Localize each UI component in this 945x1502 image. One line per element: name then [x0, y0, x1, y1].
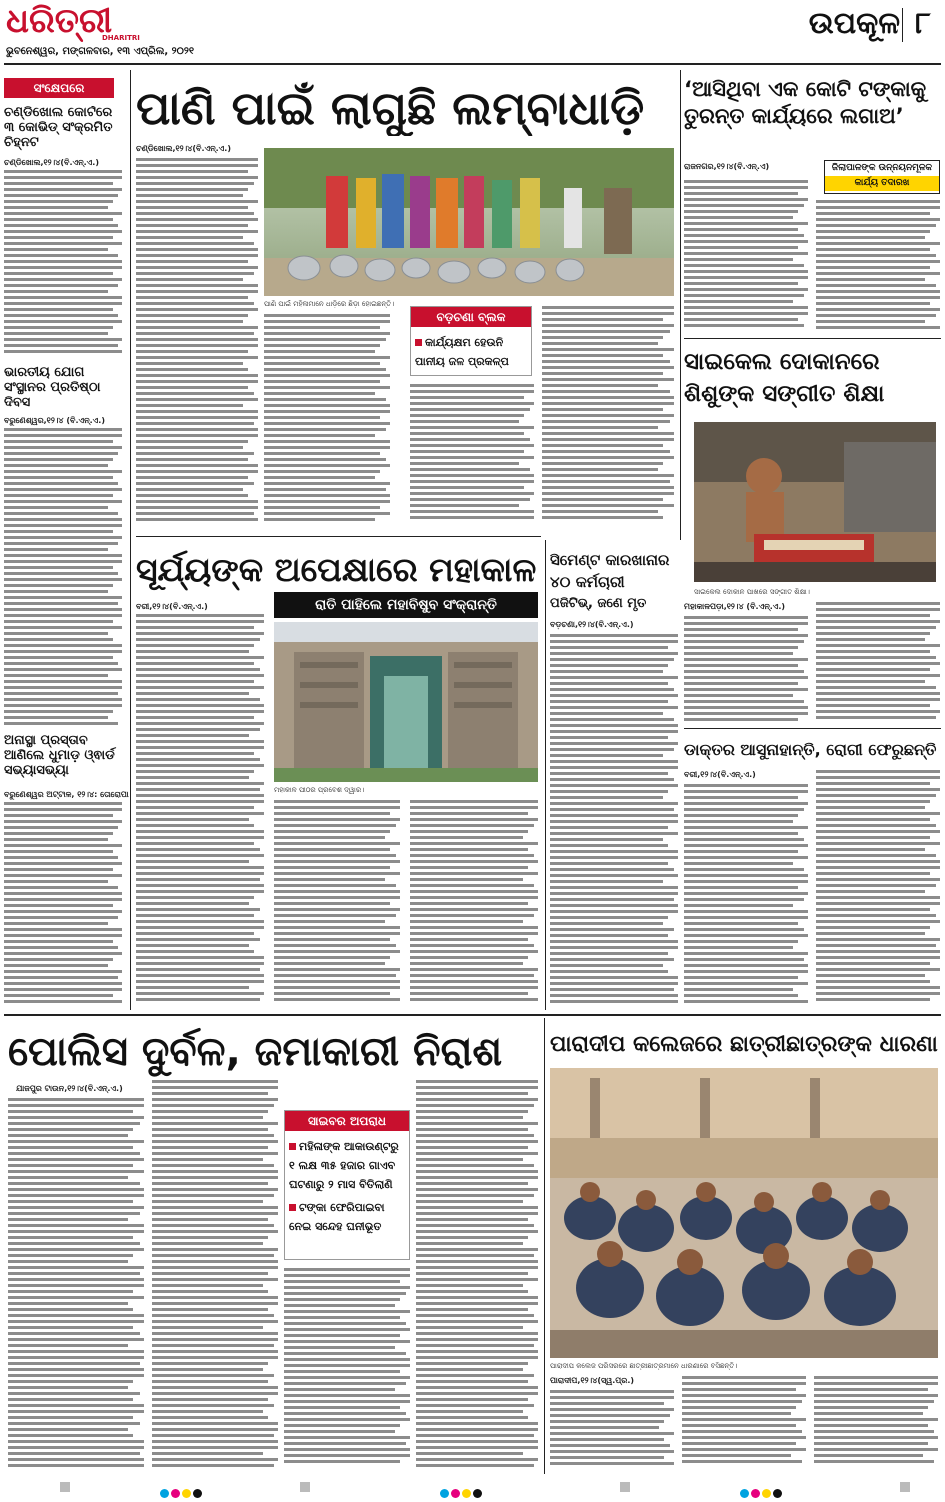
- doctor-text-col-2: [816, 770, 940, 1006]
- rule-bottom-section: [4, 1014, 941, 1016]
- mahakal-text-col-3: [410, 800, 538, 1006]
- lead-sidebox: [410, 306, 532, 376]
- grey-tint-bar: [900, 1482, 910, 1492]
- cycle-shop-story: [684, 340, 942, 728]
- collector-headline: ‘ଆସିଥିବା ଏକ କୋଟି ଟଙ୍କାକୁ ତୁରନ୍ତ କାର୍ଯ୍ୟରେ ଲଗାଅ’: [684, 77, 927, 128]
- grey-tint-bar: [300, 1482, 310, 1492]
- police-text-col-4: [416, 1080, 538, 1470]
- page-number: ୮: [915, 6, 931, 41]
- lead-sidebox-title: ବଡ଼ଚଣା ବ୍ଲକ: [411, 307, 531, 327]
- column-rule-mid: [545, 540, 546, 1010]
- grey-tint-bar: [620, 1482, 630, 1492]
- bullet-square-icon: [415, 339, 422, 346]
- rule-right-1: [684, 338, 941, 339]
- brief-1-byline: ଚଣ୍ଡିଖୋଲ,୧୨।୪(ବି.ଏନ୍.ଏ.): [4, 158, 100, 167]
- cycle-shop-photo: [694, 422, 936, 582]
- cycle-shop-text-col-1: [684, 616, 808, 724]
- mahakal-text-col-2: [274, 800, 400, 1006]
- sankhepare-tag: ସଂକ୍ଷେପରେ: [4, 78, 114, 98]
- lead-text-col-1: [136, 158, 258, 526]
- collector-tag-line1: ଜିଲାପାଳଙ୍କ ଉନ୍ନୟନମୂଳକ: [831, 163, 933, 173]
- paradip-byline: ପାରାଦୀପ,୧୨।୪(ସ୍ୱ.ପ୍ର.): [550, 1376, 635, 1385]
- registration-dots-3: [740, 1483, 782, 1502]
- lead-text-col-4: [542, 306, 674, 526]
- collector-tag-line2: କାର୍ଯ୍ୟ ତଦାରଖ: [825, 176, 939, 191]
- cement-headline-line3: ପଜିଟିଭ୍, ଜଣେ ମୃତ: [550, 596, 647, 611]
- cement-story: [550, 540, 680, 1010]
- police-text-col-3: [284, 1268, 410, 1470]
- mahakal-banner-text: ରାତି ପାହିଲେ ମହାବିଷୁବ ସଂକ୍ରାନ୍ତି: [315, 597, 497, 613]
- police-text-col-2: [152, 1080, 278, 1470]
- masthead: [0, 0, 945, 64]
- paradip-story: [548, 1018, 942, 1474]
- mahakal-byline: ବରୀ,୧୨।୪(ବି.ଏନ୍.ଏ.): [136, 602, 208, 611]
- brief-3-text: [4, 802, 122, 1006]
- police-headline: ପୋଲିସ ଦୁର୍ବଳ, ଜମାକାରୀ ନିରାଶ: [8, 1029, 503, 1075]
- collector-text-col-2: [816, 200, 940, 332]
- column-rule-left: [130, 70, 131, 1010]
- logo-text: ଧରିତ୍ରୀ: [6, 1, 113, 41]
- doctor-text-col-1: [684, 784, 808, 1006]
- lead-byline: ଚଣ୍ଡିଖୋଲ,୧୨।୪(ବି.ଏନ୍.ଏ.): [136, 144, 232, 153]
- doctor-story: [684, 730, 942, 1010]
- lead-story: [136, 68, 676, 530]
- collector-byline: ରାଜନଗର,୧୨।୪(ବି.ଏନ୍.ଏ): [684, 162, 770, 171]
- cement-headline-line1: ସିମେଣ୍ଟ କାରଖାନାର: [550, 551, 670, 569]
- sankhepare-column: [4, 70, 129, 1010]
- lead-sidebox-text: [411, 327, 531, 369]
- brief-3-headline: ଅନାସ୍ଥା ପ୍ରସ୍ତାବ ଆଣିଲେ ଧୁମାଡ଼ ଓ୍ଵାର୍ଡ ସଭ୍ୟାସଭ୍ୟା: [4, 734, 115, 778]
- registration-dots-1: [160, 1483, 202, 1502]
- cement-byline: ବଡ଼ଚଣା,୧୨।୪(ବି.ଏନ୍.ଏ.): [550, 620, 634, 629]
- masthead-rule: [4, 63, 941, 65]
- section-divider: [902, 8, 903, 42]
- collector-story: [684, 68, 942, 338]
- logo: [6, 2, 166, 42]
- column-rule-center: [680, 70, 681, 540]
- mahakal-caption: ମହାକାଳ ପୀଠର ପ୍ରବେଶ ଦ୍ୱାର।: [274, 786, 365, 794]
- cyber-crime-bullet-1: ମହିଳାଙ୍କ ଆକାଉଣ୍ଟରୁ ୧ ଲକ୍ଷ ୩୫ ହଜାର ଗାଏବ ଘଟଣାରୁ ୨ ମାସ ବିତିଲାଣି: [289, 1140, 399, 1191]
- rule-right-2: [684, 728, 941, 729]
- lead-text-col-3: [410, 384, 534, 526]
- paradip-protest-photo: [550, 1068, 938, 1358]
- bullet-square-icon: [289, 1204, 296, 1211]
- mahakal-temple-photo: [274, 622, 538, 782]
- print-registration-strip: [0, 1478, 945, 1497]
- paradip-text-col-3: [814, 1376, 938, 1470]
- mahakal-headline: ସୂର୍ଯ୍ୟଙ୍କ ଅପେକ୍ଷାରେ ମହାକାଳ: [136, 550, 537, 589]
- mahakal-text-col-1: [136, 614, 264, 1006]
- bullet-square-icon: [289, 1143, 296, 1150]
- police-text-col-1: [8, 1098, 144, 1470]
- police-byline: ଯାଜପୁର ଟାଉନ,୧୨।୪(ବି.ଏନ୍.ଏ.): [16, 1084, 123, 1093]
- cyber-crime-box-item-1: [285, 1131, 409, 1192]
- brief-2-byline: ବରୁଣେଶ୍ୱର,୧୨।୪ (ବି.ଏନ୍.ଏ.): [4, 416, 105, 425]
- doctor-byline: ବରୀ,୧୨।୪(ବି.ଏନ୍.ଏ.): [684, 770, 756, 779]
- cyber-crime-box: [284, 1110, 410, 1260]
- cement-headline-line2: ୪୦ କର୍ମଚାରୀ: [550, 573, 625, 591]
- cycle-shop-byline: ମହାକାଳପଡ଼ା,୧୨।୪ (ବି.ଏନ୍.ଏ.): [684, 602, 786, 611]
- brief-1-text: [4, 170, 122, 356]
- lead-text-col-2: [264, 314, 390, 526]
- collector-text-col-1: [684, 180, 808, 332]
- brief-2-text: [4, 428, 122, 728]
- column-rule-bottom: [544, 1018, 545, 1474]
- lead-photo-water-queue: [264, 148, 674, 296]
- mahakal-banner: [274, 592, 538, 618]
- lead-photo-caption: ପାଣି ପାଇଁ ମହିଳାମାନେ ଧାଡ଼ିରେ ଛିଡ଼ା ହୋଇଛନ୍ତି।: [264, 300, 395, 308]
- grey-tint-bar: [60, 1482, 70, 1492]
- brief-3-byline: ବରୁଣେଶ୍ୱର ଅଟ୍ଟାଳ, ୧୨।୪: ତୋରୋପା: [4, 790, 129, 799]
- cement-text: [550, 634, 678, 1006]
- registration-dots-2: [440, 1483, 482, 1502]
- dateline: ଭୁବନେଶ୍ୱର, ମଙ୍ଗଳବାର, ୧୩ ଏପ୍ରିଲ, ୨୦୨୧: [6, 46, 195, 57]
- section-name: ଉପକୂଳ: [808, 6, 900, 41]
- lead-sidebox-bullet: କାର୍ଯ୍ୟକ୍ଷମ ହେଉନି ପାନୀୟ ଜଳ ପ୍ରକଳ୍ପ: [415, 336, 509, 368]
- cycle-shop-caption: ସାଇକେଲ ଦୋକାନ ପାଖରେ ସଙ୍ଗୀତ ଶିକ୍ଷା।: [694, 588, 810, 596]
- lead-headline: ପାଣି ପାଇଁ ଲାଗୁଛି ଲମ୍ବାଧାଡ଼ି: [136, 81, 645, 135]
- cycle-shop-headline: ସାଇକେଲ ଦୋକାନରେ ଶିଶୁଙ୍କ ସଙ୍ଗୀତ ଶିକ୍ଷା: [684, 349, 885, 407]
- paradip-text-col-2: [682, 1376, 806, 1470]
- brief-1-headline: ଚଣ୍ଡିଖୋଲ କୋର୍ଟରେ ୩ କୋଭିଡ୍ ସଂକ୍ରମିତ ଚିହ୍ନଟ: [4, 106, 113, 150]
- logo-sub: DHARITRI: [102, 34, 140, 42]
- cycle-shop-text-col-2: [816, 602, 940, 724]
- brief-2-headline: ଭାରତୀୟ ଯୋଗ ସଂସ୍ଥାନର ପ୍ରତିଷ୍ଠା ଦିବସ: [4, 366, 101, 410]
- paradip-headline: ପାରାଦୀପ କଲେଜରେ ଛାତ୍ରୀଛାତ୍ରଙ୍କ ଧାରଣା: [550, 1032, 938, 1057]
- cyber-crime-box-title: ସାଇବର ଅପରାଧ: [285, 1111, 409, 1131]
- collector-tag: [824, 160, 940, 194]
- rule-center-1: [136, 536, 541, 537]
- police-story: [4, 1018, 540, 1474]
- doctor-headline: ଡାକ୍ତର ଆସୁନାହାନ୍ତି, ରୋଗୀ ଫେରୁଛନ୍ତି: [684, 740, 937, 759]
- cyber-crime-box-item-2: [285, 1192, 409, 1234]
- paradip-caption: ପାରାଦୀପ କଲେଜ ପରିସରରେ ଛାତ୍ରୀଛାତ୍ରମାନେ ଧାରଣାରେ ବସିଛନ୍ତି।: [550, 1362, 738, 1370]
- paradip-text-col-1: [550, 1390, 674, 1470]
- mahakal-story: [136, 540, 541, 1010]
- cyber-crime-bullet-2: ଟଙ୍କା ଫେରିପାଇବା ନେଇ ସନ୍ଦେହ ଘନୀଭୂତ: [289, 1201, 385, 1233]
